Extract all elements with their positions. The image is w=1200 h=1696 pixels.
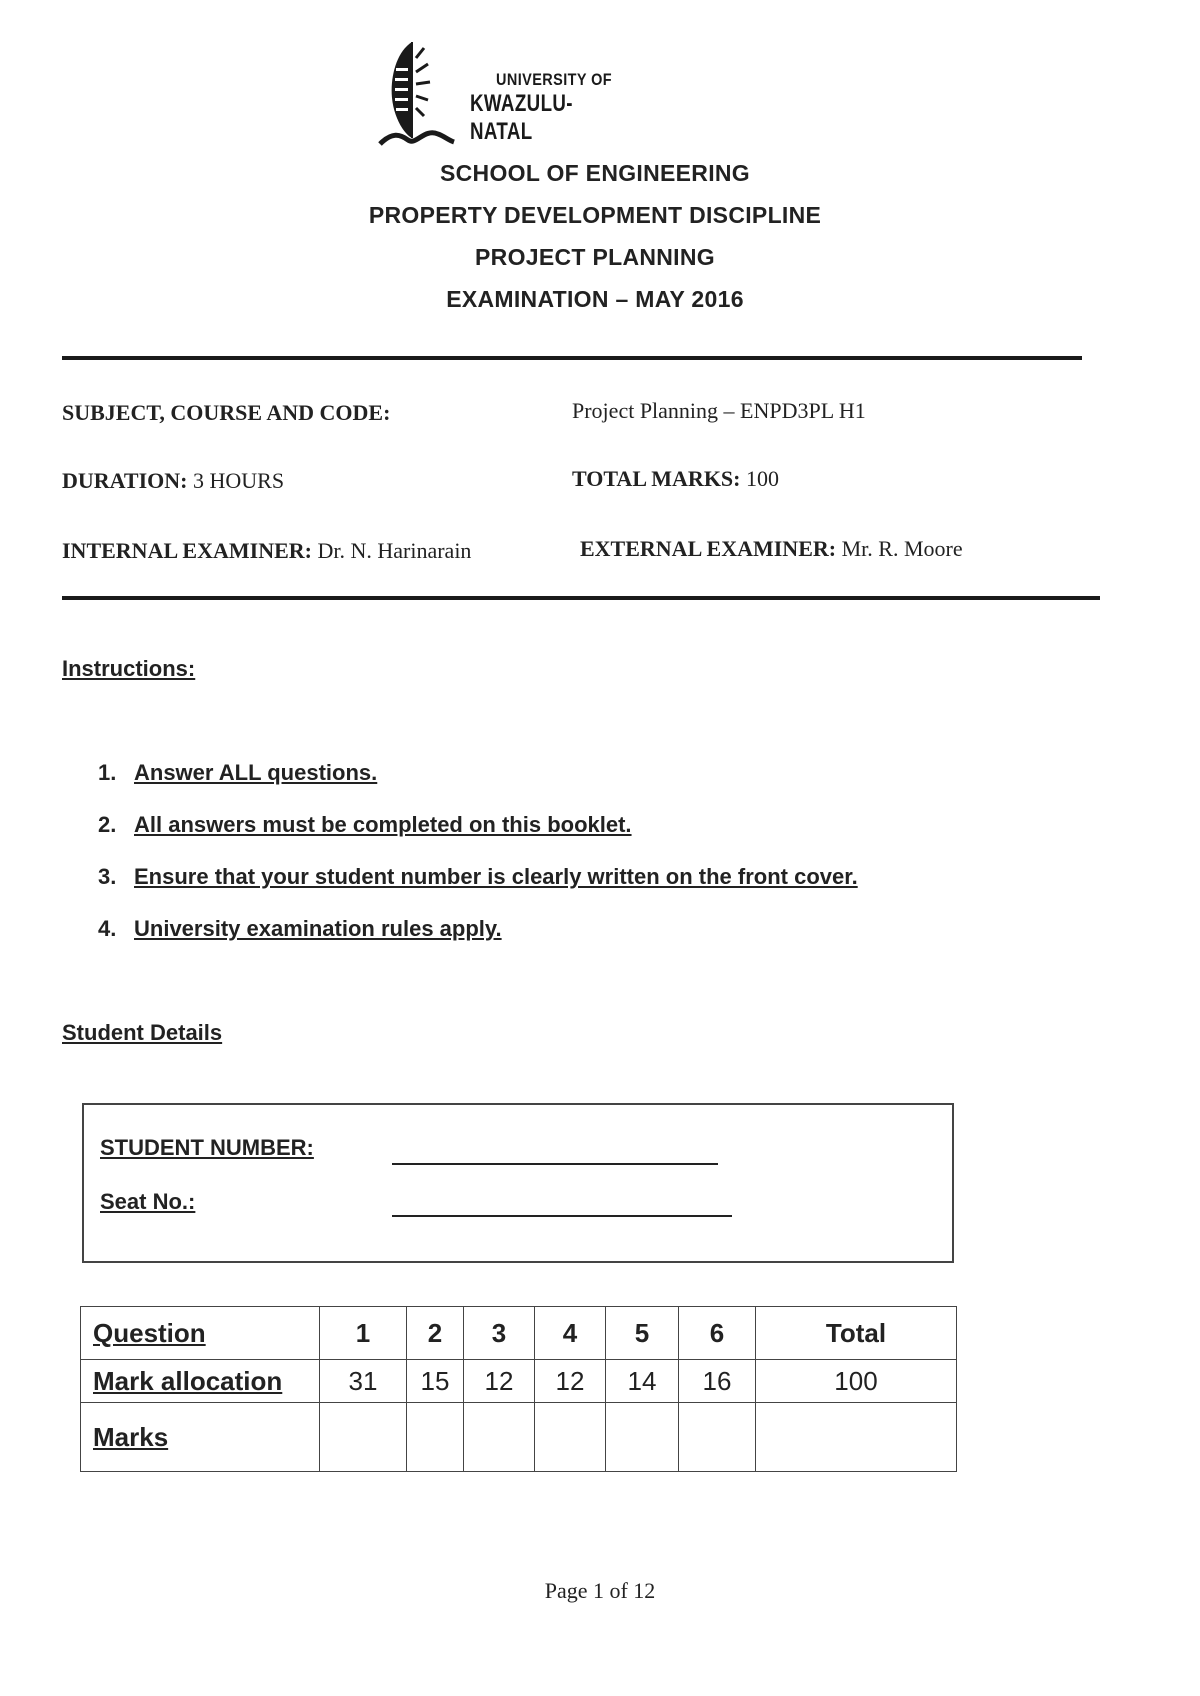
external-examiner-row: EXTERNAL EXAMINER: Mr. R. Moore (580, 536, 963, 561)
seat-number-field[interactable] (392, 1215, 732, 1217)
seat-number-label: Seat No.: (100, 1189, 196, 1214)
row-label: Marks (81, 1403, 320, 1472)
marks-entry-cell[interactable] (606, 1403, 679, 1472)
total-marks-row: TOTAL MARKS: 100 (572, 466, 779, 491)
top-divider (62, 356, 1082, 360)
table-row (81, 1307, 957, 1360)
bottom-divider (62, 596, 1100, 600)
discipline-heading: PROPERTY DEVELOPMENT DISCIPLINE (368, 202, 822, 228)
question-cell: 3 (464, 1307, 535, 1360)
question-cell: 2 (407, 1307, 464, 1360)
instruction-item: 1. Answer ALL questions. (98, 760, 378, 785)
instruction-item: 2. All answers must be completed on this booklet. (98, 812, 632, 837)
student-details-title: Student Details (62, 1020, 223, 1045)
allocation-cell: 12 (464, 1360, 535, 1403)
allocation-cell: 14 (606, 1360, 679, 1403)
marks-entry-cell[interactable] (320, 1403, 407, 1472)
row-label: Question (81, 1307, 320, 1360)
table-row (81, 1403, 957, 1472)
allocation-cell: 31 (320, 1360, 407, 1403)
course-heading: PROJECT PLANNING (475, 244, 715, 270)
row-label: Mark allocation (81, 1360, 320, 1403)
allocation-cell: 100 (756, 1360, 957, 1403)
school-heading: SCHOOL OF ENGINEERING (439, 160, 751, 186)
question-cell: 4 (535, 1307, 606, 1360)
logo-text-line2: KWAZULU-NATAL (470, 90, 573, 145)
marks-entry-cell[interactable] (464, 1403, 535, 1472)
student-number-field[interactable] (392, 1163, 718, 1165)
marks-entry-cell[interactable] (535, 1403, 606, 1472)
allocation-cell: 15 (407, 1360, 464, 1403)
subject-label: SUBJECT, COURSE AND CODE: (62, 400, 391, 425)
exam-heading: EXAMINATION – MAY 2016 (446, 286, 744, 312)
allocation-cell: 12 (535, 1360, 606, 1403)
question-cell: 6 (679, 1307, 756, 1360)
question-cell: 1 (320, 1307, 407, 1360)
duration-row: DURATION: 3 HOURS (62, 468, 285, 493)
marks-entry-cell[interactable] (679, 1403, 756, 1472)
subject-value: Project Planning – ENPD3PL H1 (572, 398, 866, 423)
instruction-item: 3. Ensure that your student number is clearly written on the front cover. (98, 864, 858, 889)
student-details-box (82, 1103, 954, 1263)
table-row (81, 1360, 957, 1403)
logo-text-line1: UNIVERSITY OF (496, 70, 613, 89)
internal-examiner-row: INTERNAL EXAMINER: Dr. N. Harinarain (62, 538, 472, 563)
marks-entry-cell[interactable] (756, 1403, 957, 1472)
instruction-item: 4. University examination rules apply. (98, 916, 502, 941)
university-logo (378, 38, 678, 150)
question-cell: 5 (606, 1307, 679, 1360)
allocation-cell: 16 (679, 1360, 756, 1403)
ukzn-shield-icon (378, 38, 458, 150)
marks-entry-cell[interactable] (407, 1403, 464, 1472)
marks-table (80, 1306, 957, 1472)
page-number: Page 1 of 12 (544, 1578, 656, 1603)
total-header-cell: Total (756, 1307, 957, 1360)
student-number-label: STUDENT NUMBER: (100, 1135, 314, 1160)
instructions-title: Instructions: (62, 656, 196, 681)
